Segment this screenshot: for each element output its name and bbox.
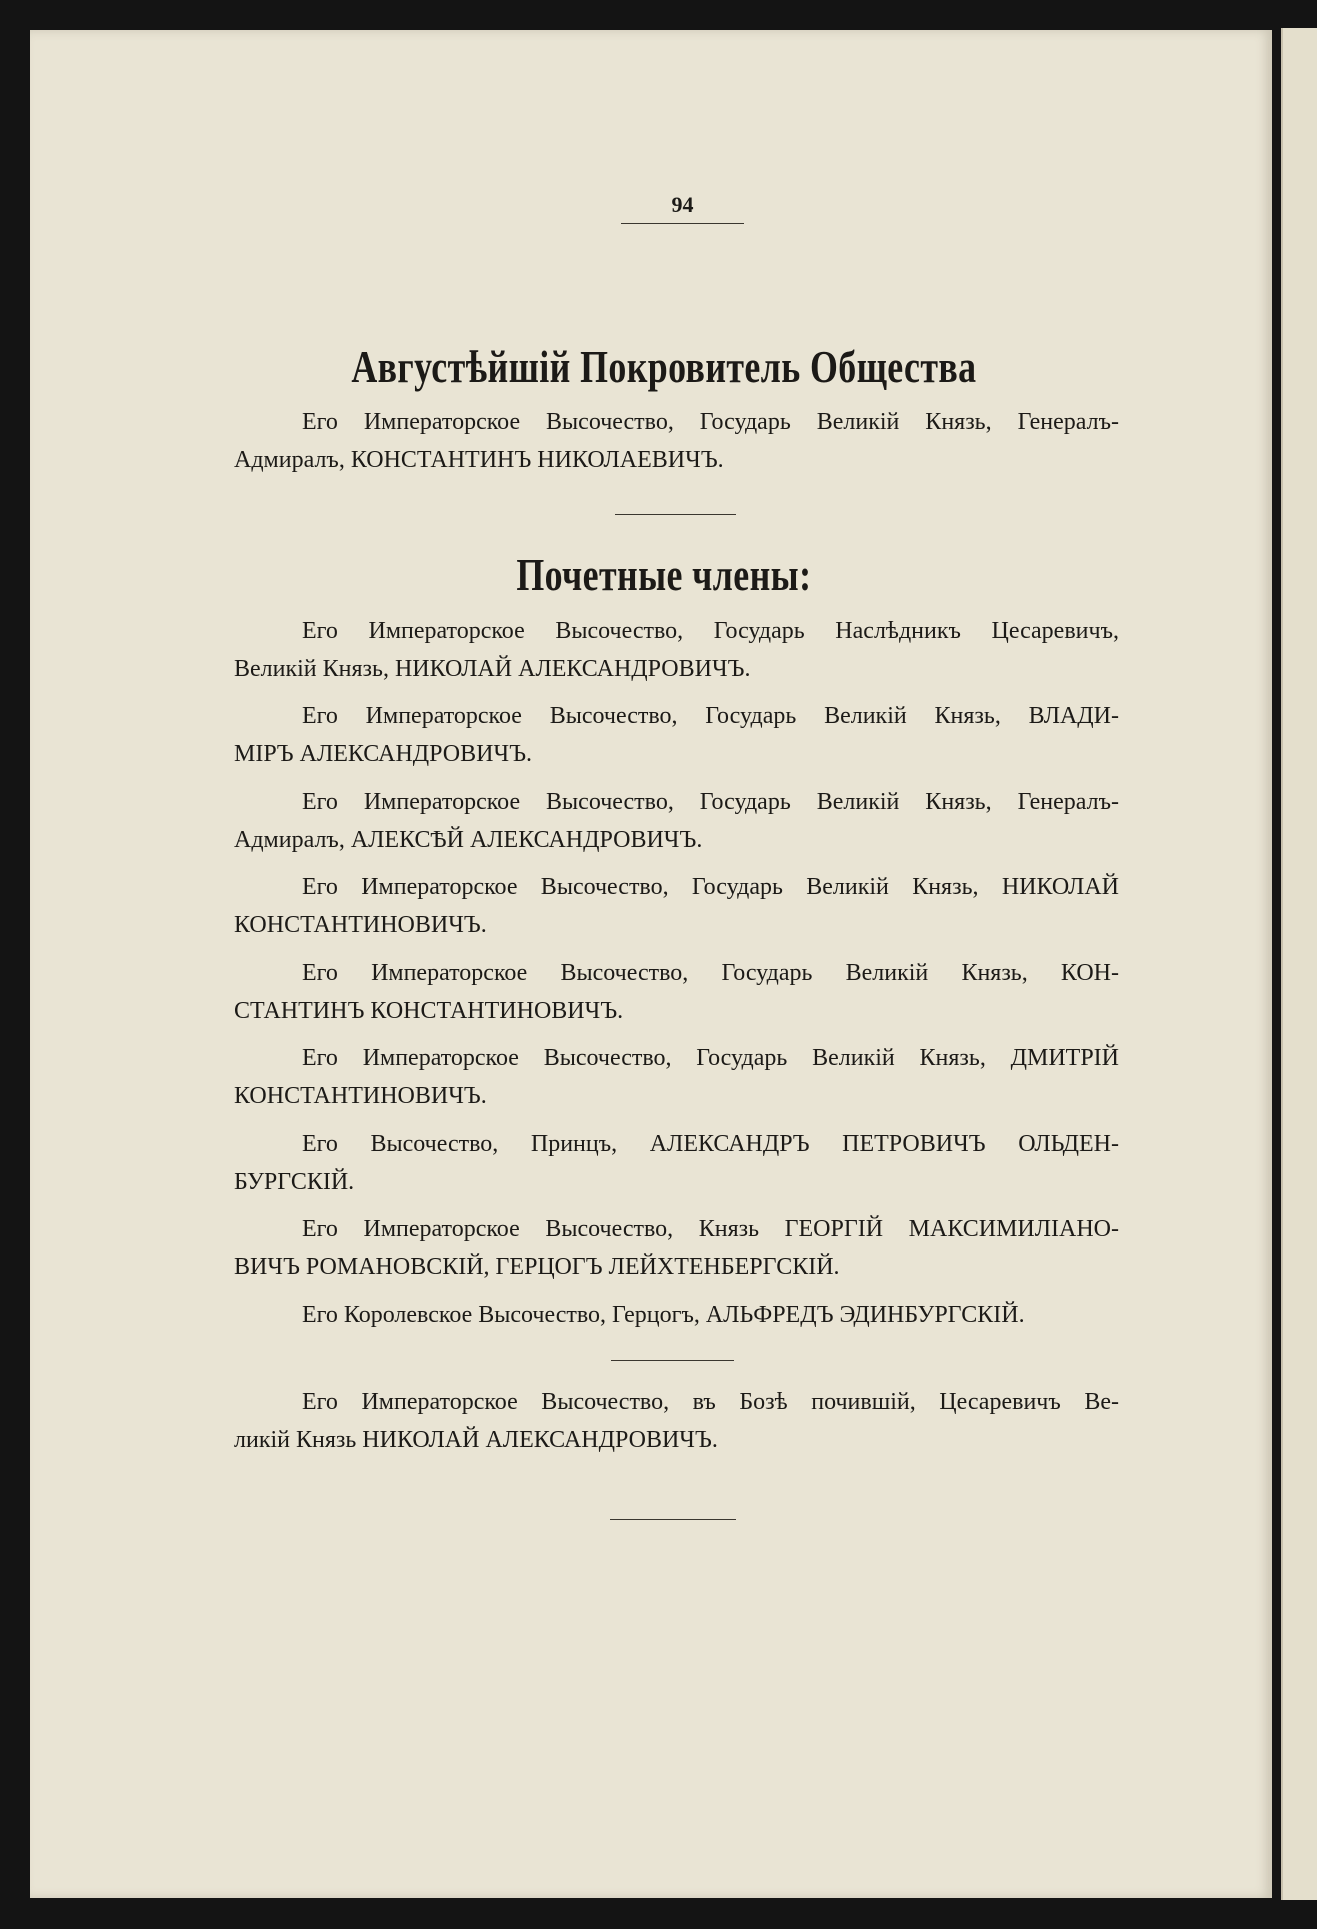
text-line: КОНСТАНТИНОВИЧЪ.	[234, 1083, 487, 1109]
section-divider	[615, 514, 736, 515]
text-line: ликій Князь НИКОЛАЙ АЛЕКСАНДРОВИЧЪ.	[234, 1427, 718, 1453]
honorary-member-entry	[234, 954, 1119, 1030]
text-line: Адмиралъ, КОНСТАНТИНЪ НИКОЛАЕВИЧЪ.	[234, 447, 724, 473]
section-divider	[611, 1360, 734, 1361]
text-line: Его Высочество, Принцъ, АЛЕКСАНДРЪ ПЕТРОВИЧЪ ОЛЬДЕН-	[302, 1131, 1119, 1157]
page-number: 94	[671, 192, 694, 217]
honorary-member-entry	[234, 697, 1119, 773]
text-line: Великій Князь, НИКОЛАЙ АЛЕКСАНДРОВИЧЪ.	[234, 656, 751, 682]
honorary-member-entry	[234, 868, 1119, 944]
text-line: Его Императорское Высочество, Государь Великій Князь, ВЛАДИ-	[302, 703, 1119, 729]
honorary-member-entry	[234, 612, 1119, 688]
text-line: БУРГСКІЙ.	[234, 1169, 355, 1195]
text-line: КОНСТАНТИНОВИЧЪ.	[234, 912, 487, 938]
text-line: Его Императорское Высочество, Государь Великій Князь, КОН-	[302, 960, 1119, 986]
text-line: Его Императорское Высочество, Государь Наслѣдникъ Цесаревичъ,	[302, 618, 1119, 644]
text-line: ВИЧЪ РОМАНОВСКІЙ, ГЕРЦОГЪ ЛЕЙХТЕНБЕРГСКІЙ.	[234, 1254, 840, 1280]
patron-paragraph	[234, 403, 1119, 479]
text-line: Его Императорское Высочество, Государь Великій Князь, НИКОЛАЙ	[302, 874, 1119, 900]
text-line: Его Императорское Высочество, Государь Великій Князь, ДМИТРІЙ	[302, 1045, 1119, 1071]
next-page-edge	[1281, 28, 1317, 1900]
honorary-member-entry	[234, 1039, 1119, 1115]
honorary-member-entry	[234, 1210, 1119, 1286]
page-number-rule	[621, 223, 744, 224]
text-line: Адмиралъ, АЛЕКСѢЙ АЛЕКСАНДРОВИЧЪ.	[234, 827, 703, 853]
end-divider	[610, 1519, 736, 1520]
memorial-paragraph	[234, 1383, 1119, 1459]
honorary-member-entry	[234, 1296, 1119, 1334]
text-line: Его Императорское Высочество, Государь Великій Князь, Генералъ-	[302, 789, 1119, 815]
honorary-member-entry	[234, 783, 1119, 859]
text-line: МІРЪ АЛЕКСАНДРОВИЧЪ.	[234, 741, 533, 767]
text-line: СТАНТИНЪ КОНСТАНТИНОВИЧЪ.	[234, 998, 624, 1024]
text-line: Его Императорское Высочество, Князь ГЕОРГІЙ МАКСИМИЛІАНО-	[302, 1216, 1119, 1242]
text-line: Его Королевское Высочество, Герцогъ, АЛЬФРЕДЪ ЭДИНБУРГСКІЙ.	[302, 1302, 1025, 1328]
honorary-member-entry	[234, 1125, 1119, 1201]
text-line: Его Императорское Высочество, Государь Великій Князь, Генералъ-	[302, 409, 1119, 435]
heading-honorary-members: Почетные члены:	[516, 549, 812, 600]
heading-patron: Августѣйшій Покровитель Общества	[351, 341, 977, 392]
text-line: Его Императорское Высочество, въ Бозѣ почившій, Цесаревичъ Ве-	[302, 1389, 1119, 1415]
